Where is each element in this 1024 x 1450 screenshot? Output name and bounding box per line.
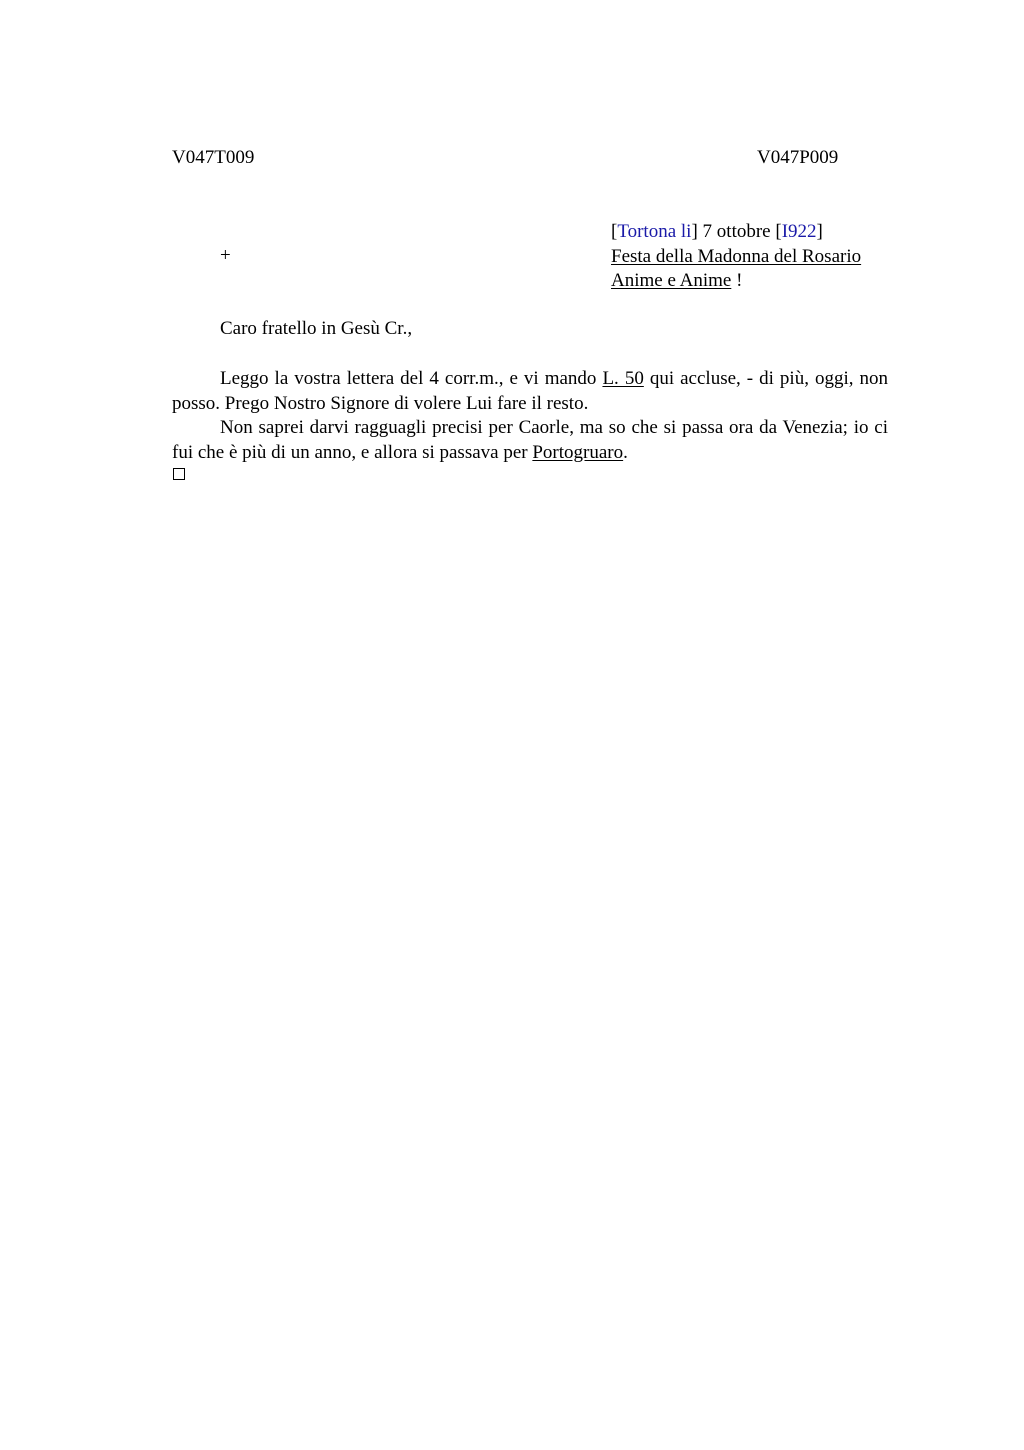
cross-symbol: + [220,245,231,266]
dateline-block [611,220,861,294]
paragraph-2-text-end: . [623,441,628,463]
paragraph-2 [172,416,888,465]
amount: L. 50 [602,368,644,389]
salutation: Caro fratello in Gesù Cr., [220,318,413,339]
feast-line [611,245,861,270]
place-name: Portogruaro [532,441,624,463]
bracket: [ [611,221,618,242]
document-code-right: V047P009 [757,147,839,168]
end-of-text-box [173,468,185,480]
dateline-date: 7 ottobre [697,221,776,242]
bracket: ] [816,221,823,242]
letter-body [172,367,888,465]
motto-line [611,269,861,294]
paragraph-1-text-end: qui accluse, - di più, oggi, non posso. Prego Nostro Signore di volere Lui fare il resto. [172,368,888,414]
paragraph-1-text: Leggo la vostra lettera del 4 corr.m., e vi mando [220,368,603,389]
motto-suffix: ! [731,270,743,291]
dateline-year: I922 [781,221,817,242]
bracket: [ [775,221,782,242]
dateline [611,220,861,245]
paragraph-2-text: Non saprei darvi ragguagli precisi per Caorle, ma so che si passa ora da Venezia; io ci fui che è più di un anno, e allora si passava per [172,417,888,463]
feast-name: Festa della Madonna del Rosario [611,245,862,267]
dateline-place: Tortona li [617,221,692,242]
paragraph-1 [172,367,888,416]
bracket: ] [691,221,698,242]
document-code-left: V047T009 [172,147,255,168]
motto: Anime e Anime [611,270,732,291]
